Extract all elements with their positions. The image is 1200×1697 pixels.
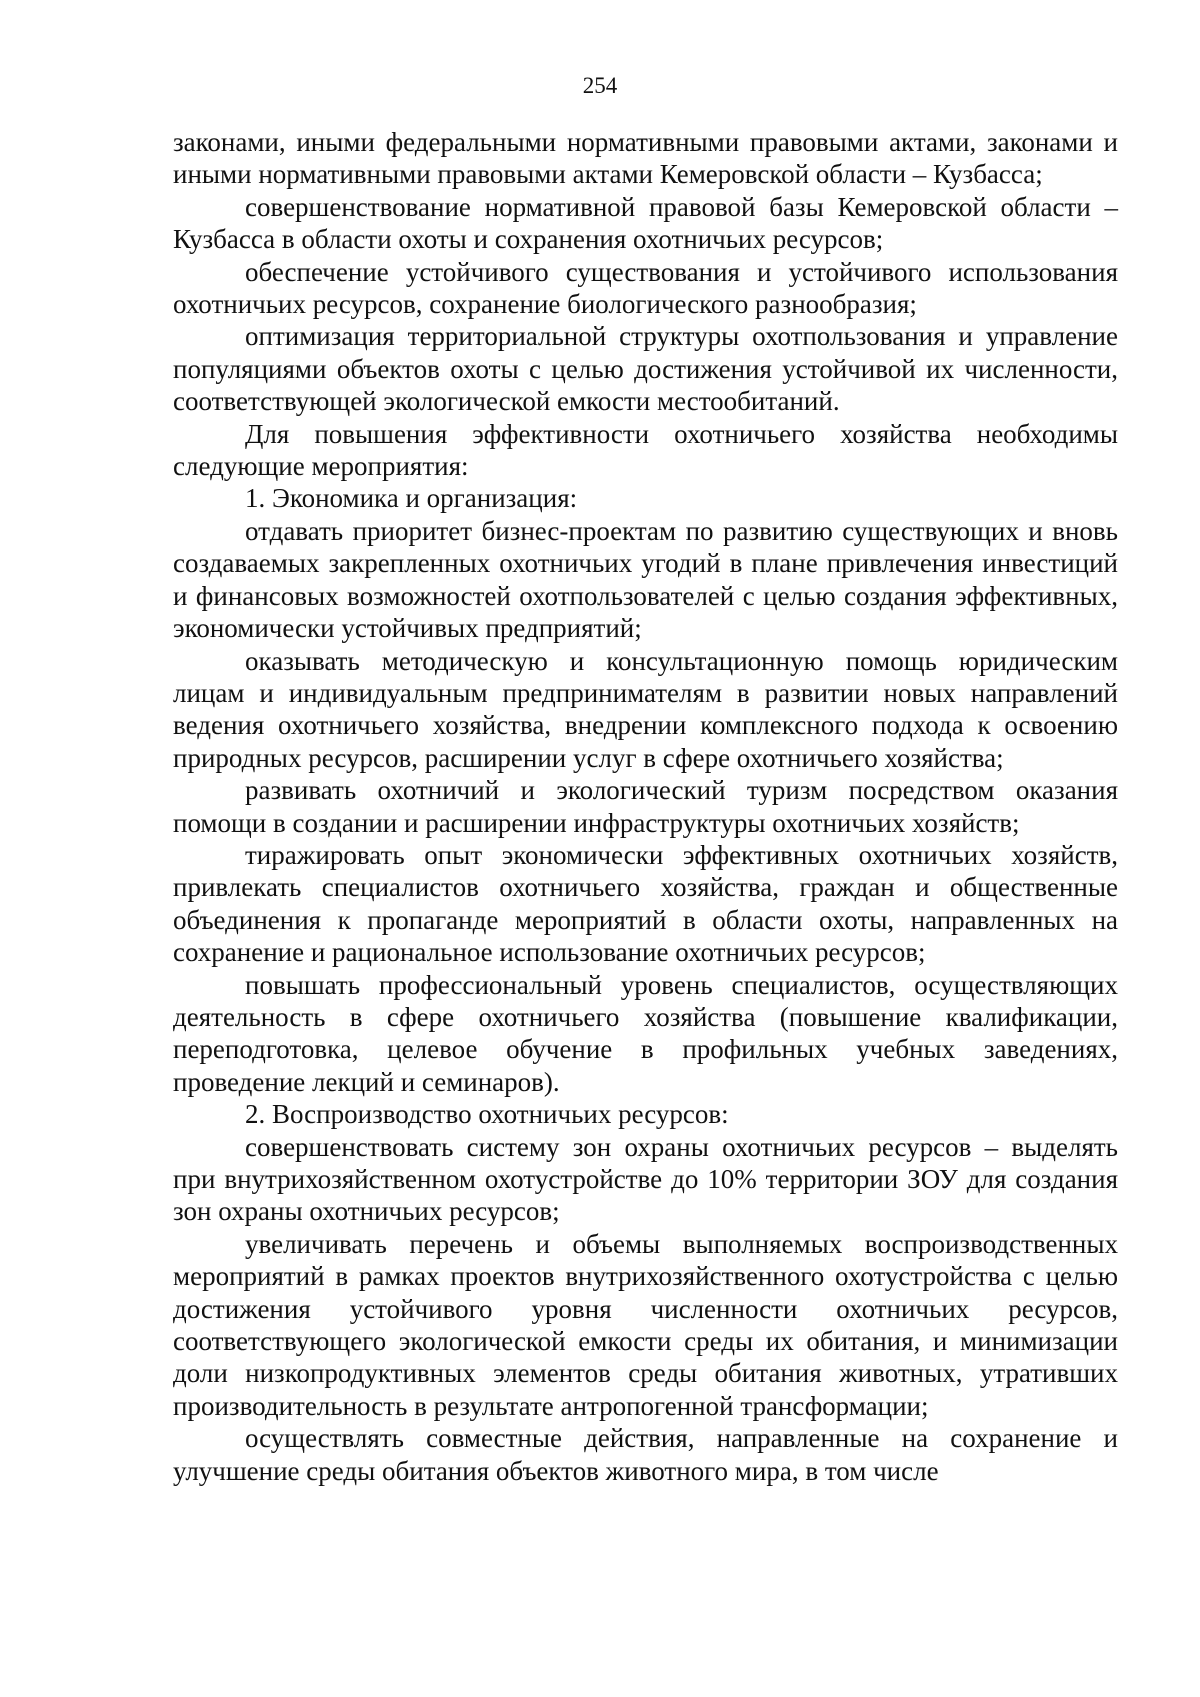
paragraph: совершенствование нормативной правовой базы Кемеровской области – Кузбасса в области охоты и сохранения охотничьих ресурсов; [173,191,1118,255]
paragraph: обеспечение устойчивого существования и устойчивого использования охотничьих ресурсов, сохранение биологического разнообразия; [173,256,1118,320]
paragraph: оптимизация территориальной структуры охотпользования и управление популяциями объектов охоты с целью достижения устойчивой их численности, соответствующей экологической емкости местообитаний. [173,321,1118,417]
paragraph: совершенствовать систему зон охраны охотничьих ресурсов – выделять при внутрихозяйственном охотустройстве до 10% территории ЗОУ для создания зон охраны охотничьих ресурсов; [173,1131,1118,1227]
paragraph-continuation: законами, иными федеральными нормативными правовыми актами, законами и иными нормативными правовыми актами Кемеровской области – Кузбасса; [173,127,1118,190]
paragraph: осуществлять совместные действия, направленные на сохранение и улучшение среды обитания объектов животного мира, в том числе [173,1423,1118,1486]
page-number: 254 [582,73,618,98]
paragraph: оказывать методическую и консультационную помощь юридическим лицам и индивидуальным предпринимателям в развитии новых направлений ведения охотничьего хозяйства, внедрении комплексного подхода к освоению природных ресурсов, расширении услуг в сфере охотничьего хозяйства; [173,645,1118,773]
paragraph: развивать охотничий и экологический туризм посредством оказания помощи в создании и расширении инфраструктуры охотничьих хозяйств; [173,775,1118,838]
paragraph: увеличивать перечень и объемы выполняемых воспроизводственных мероприятий в рамках проектов внутрихозяйственного охотустройства с целью достижения устойчивого уровня численности охотничьих ресурсов, соответствующего экологической емкости среды их обитания, и минимизации доли низкопродуктивных элементов среды обитания животных, утративших производительность в результате антропогенной трансформации; [173,1228,1118,1421]
paragraph: тиражировать опыт экономически эффективных охотничьих хозяйств, привлекать специалистов охотничьего хозяйства, граждан и общественные объединения к пропаганде мероприятий в области охоты, направленных на сохранение и рациональное использование охотничьих ресурсов; [173,839,1118,968]
paragraph: повышать профессиональный уровень специалистов, осуществляющих деятельность в сфере охотничьего хозяйства (повышение квалификации, переподготовка, целевое обучение в профильных учебных заведениях, проведение лекций и семинаров). [173,969,1118,1097]
section-heading: 2. Воспроизводство охотничьих ресурсов: [245,1099,729,1130]
paragraph: отдавать приоритет бизнес-проектам по развитию существующих и вновь создаваемых закрепленных охотничьих угодий в плане привлечения инвестиций и финансовых возможностей охотпользователей с целью создания эффективных, экономически устойчивых предприятий; [173,515,1118,644]
section-heading: 1. Экономика и организация: [245,483,578,514]
paragraph: Для повышения эффективности охотничьего хозяйства необходимы следующие мероприятия: [173,418,1118,482]
document-body [173,126,1118,1487]
